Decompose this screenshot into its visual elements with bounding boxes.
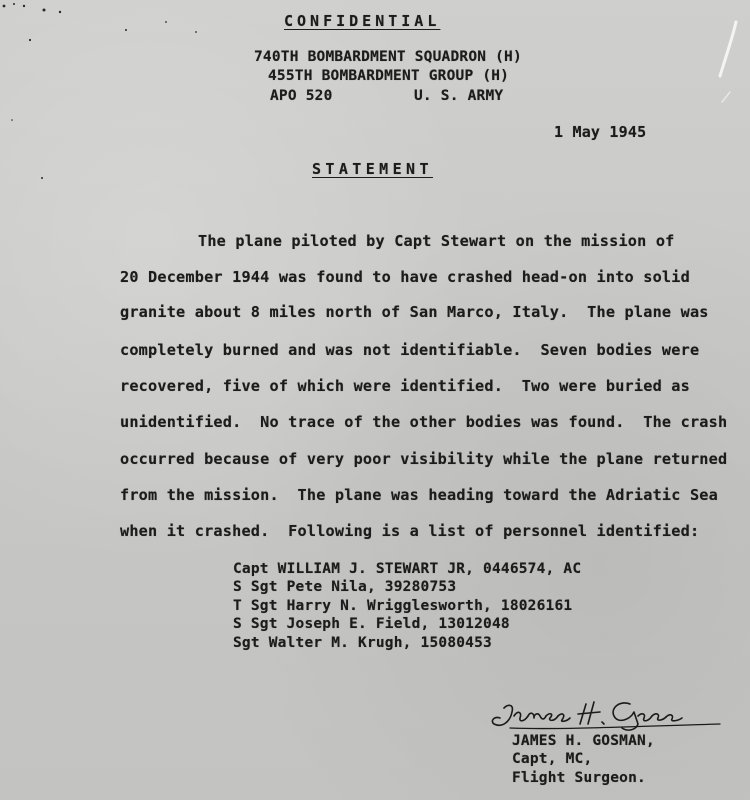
group-line: 455TH BOMBARDMENT GROUP (H) (268, 68, 510, 84)
body-line: when it crashed. Following is a list of personnel identified: (120, 522, 700, 540)
paper-scratch (722, 92, 730, 102)
speck (125, 29, 127, 31)
personnel-item: Sgt Walter M. Krugh, 15080453 (233, 635, 492, 651)
personnel-item: T Sgt Harry N. Wrigglesworth, 18026161 (233, 598, 573, 614)
body-line: completely burned and was not identifiable. Seven bodies were (120, 341, 700, 359)
body-line: recovered, five of which were identified. Two were buried as (120, 377, 690, 395)
signer-name: JAMES H. GOSMAN, (512, 733, 655, 749)
body-line: from the mission. The plane was heading toward the Adriatic Sea (120, 486, 718, 504)
personnel-item: S Sgt Pete Nila, 39280753 (233, 579, 457, 595)
body-line: unidentified. No trace of the other bodies was found. The crash (120, 413, 728, 431)
paper-scratch (720, 22, 736, 76)
signer-rank: Capt, MC, (512, 751, 593, 767)
speck (29, 39, 31, 41)
personnel-item: S Sgt Joseph E. Field, 13012048 (233, 616, 510, 632)
speck (41, 177, 43, 179)
body-line: occurred because of very poor visibility while the plane returned (120, 450, 728, 468)
speck (3, 5, 6, 8)
squadron-line: 740TH BOMBARDMENT SQUADRON (H) (254, 49, 522, 65)
document-title: STATEMENT (312, 160, 433, 178)
body-line: granite about 8 miles north of San Marco, Italy. The plane was (120, 303, 709, 321)
classification-heading: CONFIDENTIAL (284, 12, 441, 30)
speck (11, 119, 13, 121)
signer-position: Flight Surgeon. (512, 770, 646, 786)
speck (165, 21, 167, 23)
personnel-item: Capt WILLIAM J. STEWART JR, 0446574, AC (233, 561, 582, 577)
apo-line: APO 520 (270, 88, 333, 104)
speck (59, 11, 61, 13)
speck (13, 3, 15, 5)
document-date: 1 May 1945 (554, 123, 647, 141)
speck (195, 31, 197, 33)
speck (23, 5, 25, 7)
body-line: 20 December 1944 was found to have crashed head-on into solid (120, 268, 690, 286)
speck (43, 9, 46, 12)
body-line: The plane piloted by Capt Stewart on the mission of (198, 232, 675, 250)
army-line: U. S. ARMY (414, 88, 504, 104)
